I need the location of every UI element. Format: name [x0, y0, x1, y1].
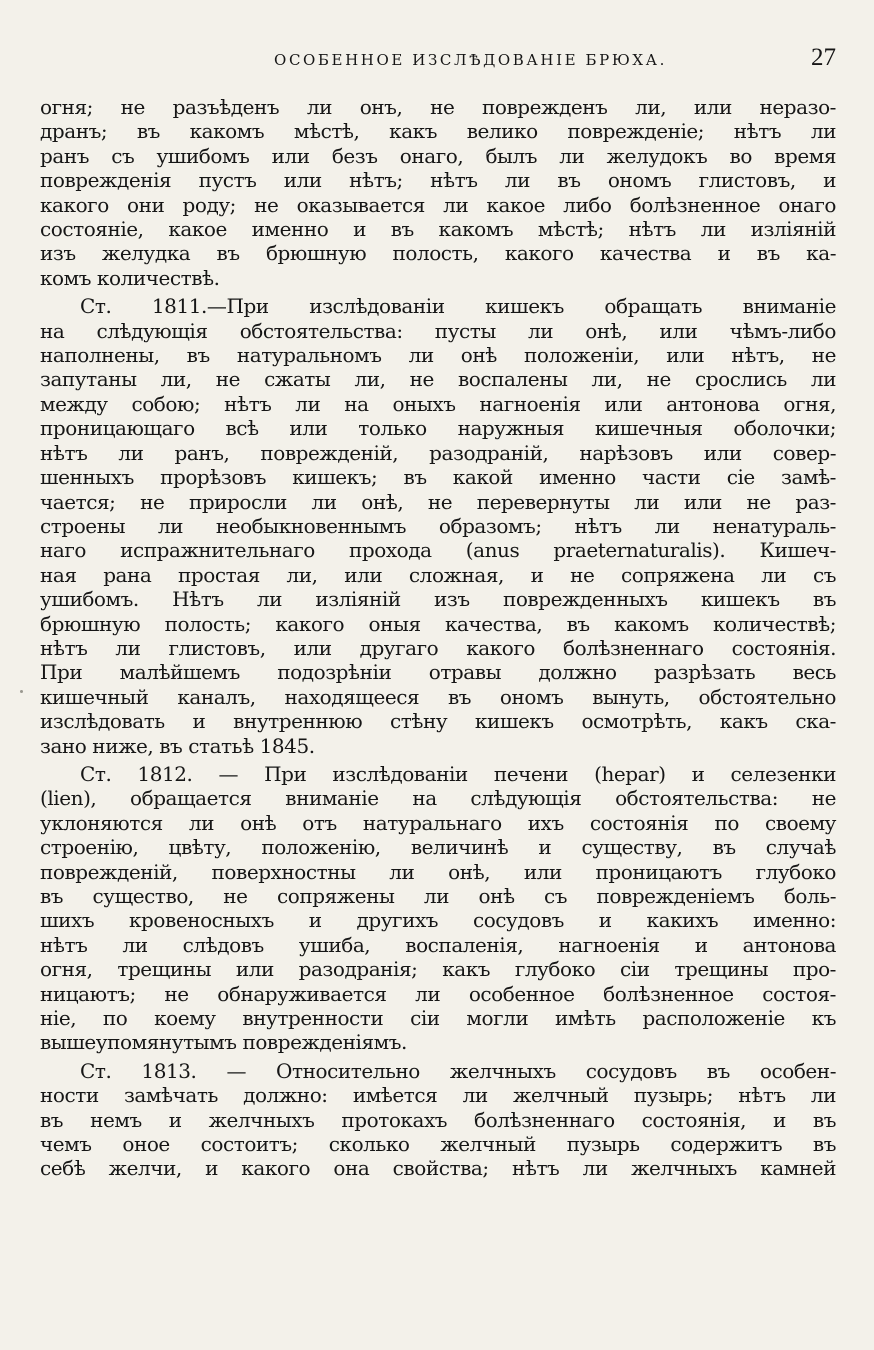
text-line: ніе, по коему внутренности сіи могли имѣть расположеніе къ: [40, 1006, 836, 1031]
text-line: наго испражнительнаго прохода (anus praeternaturalis). Кишеч-: [40, 538, 836, 563]
paragraph-start-1811: Ст. 1811.—При изслѣдованіи кишекъ обращать вниманіе: [80, 294, 836, 319]
text-line: брюшную полость; какого оныя качества, въ какомъ количествѣ;: [40, 611, 836, 636]
page-number: 27: [811, 44, 836, 71]
text-line: ранъ съ ушибомъ или безъ онаго, былъ ли желудокъ во время: [40, 143, 836, 168]
text-line: шенныхъ прорѣзовъ кишекъ; въ какой именно части сіе замѣ-: [40, 465, 836, 490]
text-line: ности замѣчать должно: имѣется ли желчный пузырь; нѣтъ ли: [40, 1083, 836, 1108]
text-line: огня, трещины или разодранія; какъ глубоко сіи трещины про-: [40, 957, 836, 982]
text-line: При малѣйшемъ подозрѣніи отравы должно разрѣзать весь: [40, 660, 836, 685]
text-line: кишечный каналъ, находящееся въ ономъ вынуть, обстоятельно: [40, 684, 836, 709]
paragraph-start-1813: Ст. 1813. — Относительно желчныхъ сосудовъ въ особен-: [80, 1058, 836, 1083]
text-line: нѣтъ ли глистовъ, или другаго какого болѣзненнаго состоянія.: [40, 635, 836, 660]
text-line: между собою; нѣтъ ли на оныхъ нагноенія или антонова огня,: [40, 391, 836, 416]
body-text: [40, 95, 836, 1181]
text-line: уклоняются ли онѣ отъ натуральнаго ихъ состоянія по своему: [40, 810, 836, 835]
running-title: ОСОБЕННОЕ ИЗСЛѢДОВАНІЕ БРЮХА.: [274, 51, 667, 69]
text-line: какого они роду; не оказывается ли какое либо болѣзненное онаго: [40, 192, 836, 217]
text-line: запутаны ли, не сжаты ли, не воспалены ли, не срослись ли: [40, 367, 836, 392]
text-line: нѣтъ ли ранъ, поврежденій, разодраній, нарѣзовъ или совер-: [40, 440, 836, 465]
text-line: въ немъ и желчныхъ протокахъ болѣзненнаго состоянія, и въ: [40, 1107, 836, 1132]
text-line: поврежденія пустъ или нѣтъ; нѣтъ ли въ ономъ глистовъ, и: [40, 168, 836, 193]
text-line: нѣтъ ли слѣдовъ ушиба, воспаленія, нагноенія и антонова: [40, 932, 836, 957]
text-line: изслѣдовать и внутреннюю стѣну кишекъ осмотрѣть, какъ ска-: [40, 709, 836, 734]
text-line: дранъ; въ какомъ мѣстѣ, какъ велико поврежденіе; нѣтъ ли: [40, 119, 836, 144]
text-line: чемъ оное состоитъ; сколько желчный пузырь содержитъ въ: [40, 1132, 836, 1157]
text-line: комъ количествѣ.: [40, 265, 220, 290]
text-line: состояніе, какое именно и въ какомъ мѣстѣ; нѣтъ ли изліяній: [40, 217, 836, 242]
text-line: ушибомъ. Нѣтъ ли изліяній изъ поврежденныхъ кишекъ въ: [40, 587, 836, 612]
text-line: на слѣдующія обстоятельства: пусты ли онѣ, или чѣмъ-либо: [40, 318, 836, 343]
text-line: проницающаго всѣ или только наружныя кишечныя оболочки;: [40, 416, 836, 441]
paragraph-start-1812: Ст. 1812. — При изслѣдованіи печени (hepar) и селезенки: [80, 761, 836, 786]
text-line: чается; не приросли ли онѣ, не перевернуты ли или не раз-: [40, 489, 836, 514]
text-line: ницаютъ; не обнаруживается ли особенное болѣзненное состоя-: [40, 981, 836, 1006]
text-line: шихъ кровеносныхъ и другихъ сосудовъ и какихъ именно:: [40, 908, 836, 933]
text-line: въ существо, не сопряжены ли онѣ съ поврежденіемъ боль-: [40, 884, 836, 908]
text-line: строены ли необыкновеннымъ образомъ; нѣтъ ли ненатураль-: [40, 513, 836, 538]
text-line: изъ желудка въ брюшную полость, какого качества и въ ка-: [40, 241, 836, 266]
text-line: огня; не разъѣденъ ли онъ, не поврежденъ ли, или неразо-: [40, 95, 836, 119]
text-line: себѣ желчи, и какого она свойства; нѣтъ ли желчныхъ камней: [40, 1156, 836, 1181]
running-head: [40, 44, 836, 72]
text-line: (lien), обращается вниманіе на слѣдующія обстоятельства: не: [40, 786, 836, 811]
text-line: зано ниже, въ статьѣ 1845.: [40, 733, 315, 758]
paper-speck: [20, 690, 23, 693]
text-line: ная рана простая ли, или сложная, и не сопряжена ли съ: [40, 562, 836, 587]
text-line: наполнены, въ натуральномъ ли онѣ положеніи, или нѣтъ, не: [40, 343, 836, 368]
text-line: строенію, цвѣту, положенію, величинѣ и существу, въ случаѣ: [40, 835, 836, 860]
text-line: поврежденій, поверхностны ли онѣ, или проницаютъ глубоко: [40, 859, 836, 884]
text-line: вышеупомянутымъ поврежденіямъ.: [40, 1030, 407, 1055]
